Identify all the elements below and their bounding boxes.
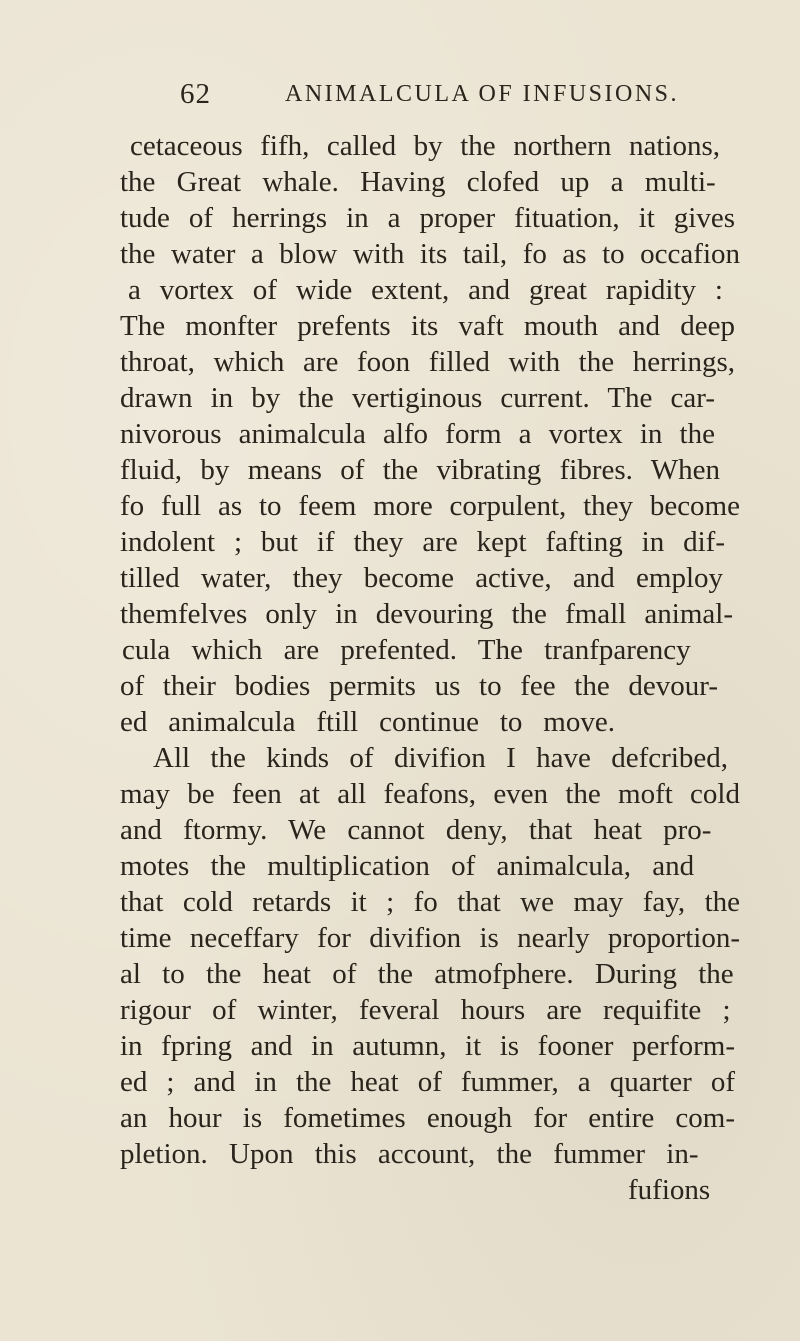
text-line: cula which are prefented. The tranfparency xyxy=(122,634,691,666)
text-line: indolent ; but if they are kept fafting in dif- xyxy=(120,526,725,558)
running-head xyxy=(180,78,740,108)
text-line: an hour is fometimes enough for entire com- xyxy=(120,1102,735,1134)
text-line: themfelves only in devouring the fmall animal- xyxy=(120,598,733,630)
text-line: ed animalcula ftill continue to move. xyxy=(120,706,615,738)
text-line: al to the heat of the atmofphere. During the xyxy=(120,958,734,990)
text-line: in fpring and in autumn, it is fooner perform- xyxy=(120,1030,735,1062)
page-number: 62 xyxy=(180,78,211,110)
text-line: fluid, by means of the vibrating fibres. When xyxy=(120,454,720,486)
text-line: the water a blow with its tail, fo as to occafion xyxy=(120,238,740,270)
text-line: fo full as to feem more corpulent, they become xyxy=(120,490,740,522)
text-line: a vortex of wide extent, and great rapidity : xyxy=(128,274,723,306)
text-line: nivorous animalcula alfo form a vortex in the xyxy=(120,418,715,450)
text-line: The monfter prefents its vaft mouth and deep xyxy=(120,310,735,342)
text-line: tude of herrings in a proper fituation, it gives xyxy=(120,202,735,234)
running-title: ANIMALCULA OF INFUSIONS. xyxy=(285,81,680,107)
text-line: may be feen at all feafons, even the moft cold xyxy=(120,778,740,810)
text-line: tilled water, they become active, and employ xyxy=(120,562,724,594)
text-line: rigour of winter, feveral hours are requifite ; xyxy=(120,994,731,1026)
text-line: and ftormy. We cannot deny, that heat pro- xyxy=(120,814,712,846)
text-line: pletion. Upon this account, the fummer in- xyxy=(120,1138,699,1170)
text-line: cetaceous fifh, called by the northern nations, xyxy=(130,130,720,162)
text-line: the Great whale. Having clofed up a multi- xyxy=(120,166,716,198)
text-line: All the kinds of divifion I have defcribed, xyxy=(153,742,728,774)
text-line: time neceffary for divifion is nearly proportion- xyxy=(120,922,740,954)
text-line: throat, which are foon filled with the herrings, xyxy=(120,346,735,378)
text-line: of their bodies permits us to fee the devour- xyxy=(120,670,718,702)
text-line: drawn in by the vertiginous current. The car- xyxy=(120,382,715,414)
text-line: ed ; and in the heat of fummer, a quarter of xyxy=(120,1066,735,1098)
text-line: motes the multiplication of animalcula, and xyxy=(120,850,695,882)
text-line: fufions xyxy=(628,1174,711,1206)
text-line: that cold retards it ; fo that we may fay, the xyxy=(120,886,740,918)
